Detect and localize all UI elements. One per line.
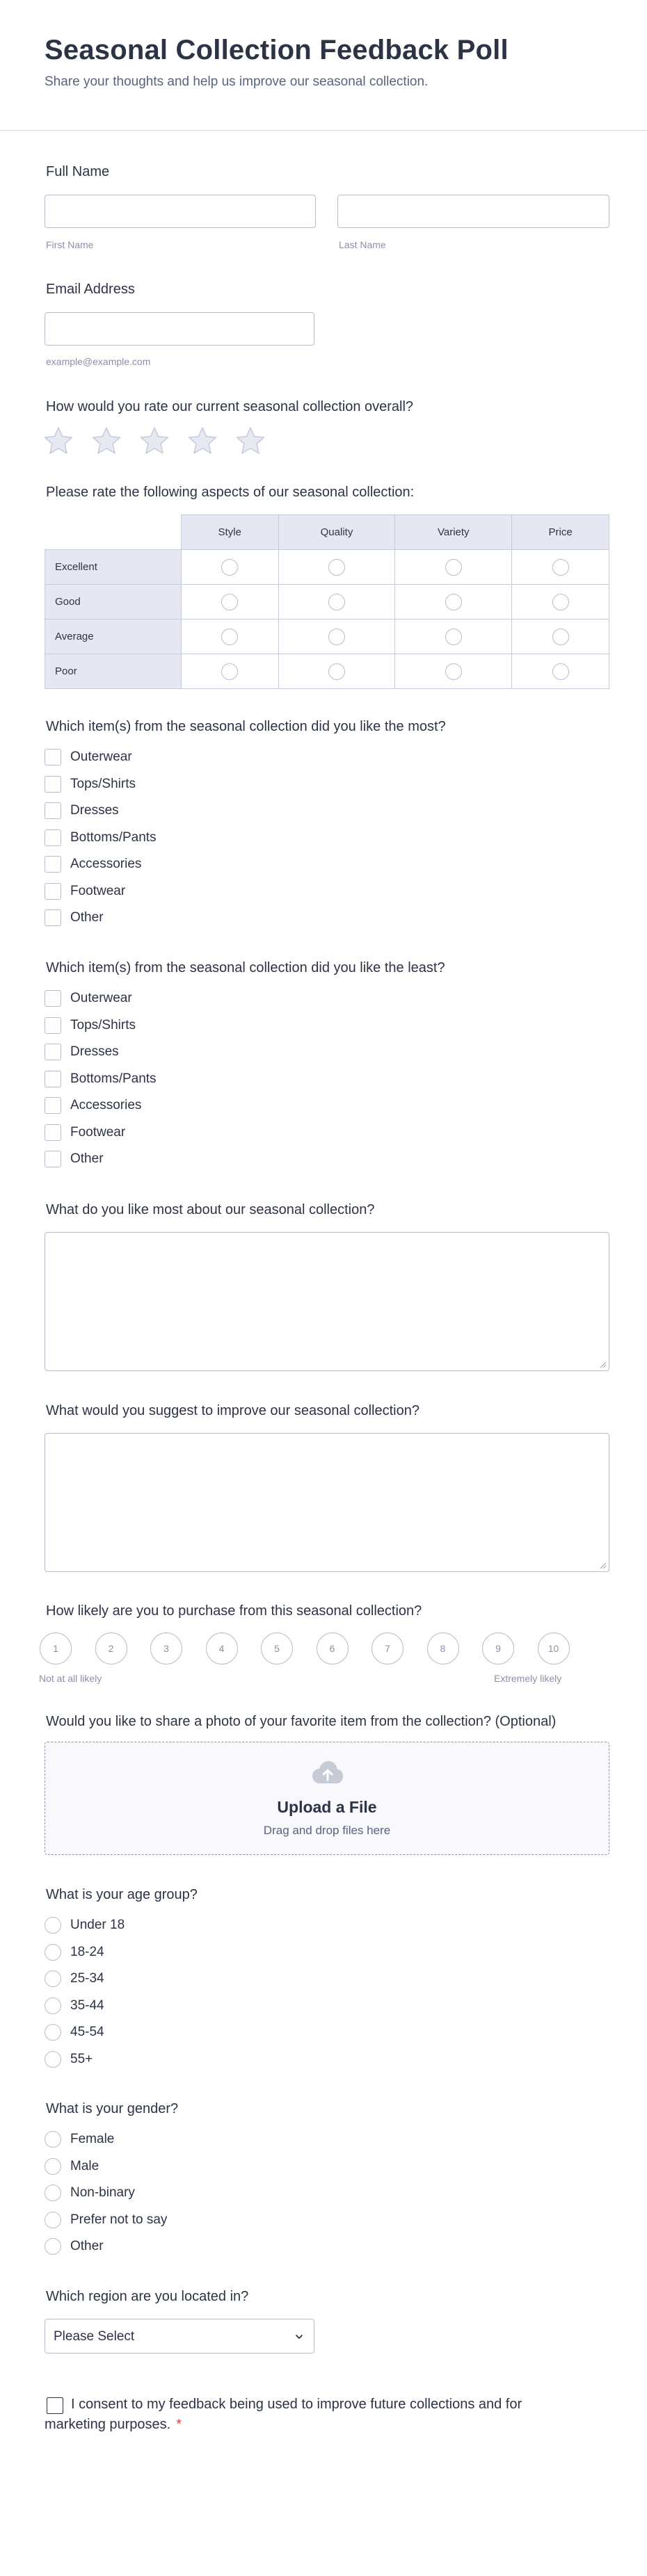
scale-low-label: Not at all likely [39, 1673, 102, 1684]
liked-least-option[interactable] [45, 989, 132, 1007]
form-subtitle: Share your thoughts and help us improve our seasonal collection. [45, 74, 429, 89]
matrix-column-header: Style [181, 515, 278, 550]
upload-label: Would you like to share a photo of your favorite item from the collection? (Optional) [46, 1714, 557, 1729]
matrix-cell [395, 585, 512, 619]
checkbox[interactable] [45, 776, 61, 793]
scale-option-button[interactable]: 8 [427, 1633, 459, 1664]
liked-least-option[interactable] [45, 1124, 125, 1142]
checkbox[interactable] [45, 829, 61, 846]
matrix-corner [45, 515, 182, 550]
age-option[interactable] [45, 1997, 104, 2015]
gender-label: What is your gender? [46, 2101, 179, 2116]
last-name-input[interactable] [337, 195, 609, 228]
checkbox[interactable] [45, 1044, 61, 1060]
upload-subtitle: Drag and drop files here [263, 1824, 391, 1837]
gender-option[interactable] [45, 2237, 104, 2255]
liked-least-option-label: Footwear [70, 1124, 126, 1140]
matrix-cell [395, 550, 512, 585]
radio-button[interactable] [45, 1970, 61, 1987]
checkbox[interactable] [45, 1151, 61, 1167]
liked-least-option-label: Bottoms/Pants [70, 1071, 157, 1086]
scale-option-button[interactable]: 2 [95, 1633, 127, 1664]
liked-most-option-label: Dresses [70, 803, 119, 818]
like-most-text-label: What do you like most about our seasonal collection? [46, 1202, 375, 1217]
radio-button[interactable] [45, 1917, 61, 1934]
overall-rating-label: How would you rate our current seasonal collection overall? [46, 399, 414, 414]
age-option[interactable] [45, 2050, 93, 2068]
matrix-radio[interactable] [221, 559, 238, 576]
matrix-cell [181, 654, 278, 689]
gender-option-label: Non-binary [70, 2185, 135, 2200]
matrix-column-header: Quality [278, 515, 395, 550]
email-label: Email Address [46, 282, 135, 297]
radio-button[interactable] [45, 2238, 61, 2255]
checkbox[interactable] [45, 749, 61, 765]
matrix-row [45, 585, 609, 619]
matrix-radio[interactable] [221, 663, 238, 680]
full-name-label: Full Name [46, 164, 110, 179]
liked-most-option[interactable] [45, 882, 125, 900]
checkbox[interactable] [45, 1097, 61, 1114]
liked-least-option[interactable] [45, 1043, 119, 1061]
radio-button[interactable] [45, 2185, 61, 2201]
liked-least-option-label: Other [70, 1151, 104, 1166]
matrix-column-header: Price [512, 515, 609, 550]
gender-option[interactable] [45, 2130, 114, 2148]
radio-button[interactable] [45, 1998, 61, 2014]
matrix-cell [395, 619, 512, 654]
age-option[interactable] [45, 2023, 104, 2041]
matrix-cell [278, 619, 395, 654]
matrix-cell [278, 550, 395, 585]
liked-least-option[interactable] [45, 1070, 157, 1088]
matrix-label: Please rate the following aspects of our seasonal collection: [46, 485, 415, 500]
matrix-radio[interactable] [445, 629, 462, 645]
form-header [0, 0, 647, 131]
matrix-cell [181, 619, 278, 654]
liked-least-option[interactable] [45, 1096, 141, 1115]
last-name-sublabel: Last Name [339, 239, 386, 250]
radio-button[interactable] [45, 2131, 61, 2148]
region-select[interactable] [45, 2319, 314, 2354]
matrix-row [45, 654, 609, 689]
gender-option[interactable] [45, 2157, 99, 2176]
rating-matrix [45, 515, 609, 689]
liked-most-option[interactable] [45, 909, 104, 927]
chevron-down-icon [294, 2332, 304, 2342]
matrix-cell [512, 654, 609, 689]
region-selected-value: Please Select [54, 2329, 135, 2344]
liked-most-option-label: Other [70, 910, 104, 925]
matrix-radio[interactable] [552, 629, 569, 645]
liked-most-option[interactable] [45, 802, 119, 820]
liked-least-option-label: Outerwear [70, 991, 132, 1005]
matrix-radio[interactable] [328, 663, 345, 680]
checkbox[interactable] [45, 856, 61, 873]
age-option-label: 18-24 [70, 1944, 104, 1959]
radio-button[interactable] [45, 2051, 61, 2068]
matrix-cell [278, 654, 395, 689]
gender-option[interactable] [45, 2211, 167, 2229]
matrix-row [45, 619, 609, 654]
scale-option-button[interactable]: 6 [317, 1633, 349, 1664]
scale-option-button[interactable]: 3 [150, 1633, 182, 1664]
age-option-label: 25-34 [70, 1971, 104, 1986]
liked-least-option-label: Tops/Shirts [70, 1017, 136, 1032]
suggest-textarea[interactable] [45, 1433, 609, 1572]
star-icon[interactable] [235, 426, 266, 456]
star-icon[interactable] [139, 426, 170, 456]
gender-option-label: Other [70, 2239, 104, 2253]
age-option-label: 55+ [70, 2051, 93, 2066]
liked-least-option[interactable] [45, 1016, 136, 1035]
scale-option-button[interactable]: 1 [40, 1633, 72, 1664]
scale-option-button[interactable]: 5 [261, 1633, 293, 1664]
consent-text: I consent to my feedback being used to improve future collections and for marketing purposes. [45, 2397, 522, 2432]
scale-option-button[interactable]: 9 [482, 1633, 514, 1664]
liked-most-option-label: Tops/Shirts [70, 776, 136, 791]
age-option[interactable] [45, 1970, 104, 1988]
scale-high-label: Extremely likely [494, 1673, 562, 1684]
gender-option-label: Female [70, 2132, 115, 2146]
matrix-radio[interactable] [221, 594, 238, 610]
matrix-row-label: Average [45, 619, 182, 654]
liked-most-option[interactable] [45, 775, 136, 793]
age-option[interactable] [45, 1943, 104, 1961]
matrix-cell [278, 585, 395, 619]
matrix-cell [512, 619, 609, 654]
liked-most-option[interactable] [45, 829, 157, 847]
star-icon[interactable] [91, 426, 122, 456]
region-label: Which region are you located in? [46, 2289, 249, 2304]
file-upload-dropzone[interactable] [45, 1742, 609, 1855]
resize-handle-icon[interactable] [600, 1361, 607, 1368]
suggest-text-label: What would you suggest to improve our seasonal collection? [46, 1403, 420, 1418]
matrix-row-label: Poor [45, 654, 182, 689]
matrix-radio[interactable] [552, 559, 569, 576]
form-title: Seasonal Collection Feedback Poll [45, 35, 509, 65]
radio-button[interactable] [45, 2024, 61, 2041]
gender-option-label: Male [70, 2158, 99, 2173]
matrix-cell [512, 585, 609, 619]
checkbox[interactable] [45, 883, 61, 900]
checkbox[interactable] [45, 802, 61, 819]
scale-option-button[interactable]: 10 [538, 1633, 570, 1664]
age-option-label: Under 18 [70, 1918, 125, 1932]
liked-least-option[interactable] [45, 1150, 104, 1168]
required-asterisk: * [176, 2417, 182, 2432]
matrix-radio[interactable] [445, 559, 462, 576]
liked-most-option[interactable] [45, 748, 132, 766]
matrix-row-label: Good [45, 585, 182, 619]
age-option-label: 35-44 [70, 1998, 104, 2013]
liked-least-option-label: Accessories [70, 1098, 142, 1112]
age-option-label: 45-54 [70, 2025, 104, 2039]
liked-most-option[interactable] [45, 855, 141, 873]
consent-checkbox[interactable] [47, 2397, 63, 2414]
age-label: What is your age group? [46, 1887, 198, 1902]
matrix-row [45, 550, 609, 585]
liked-most-option-label: Outerwear [70, 750, 132, 764]
matrix-cell [395, 654, 512, 689]
resize-handle-icon[interactable] [600, 1562, 607, 1569]
scale-option-button[interactable]: 7 [372, 1633, 404, 1664]
upload-title: Upload a File [277, 1798, 377, 1816]
matrix-radio[interactable] [328, 629, 345, 645]
gender-option-label: Prefer not to say [70, 2212, 168, 2227]
scale-option-button[interactable]: 4 [206, 1633, 238, 1664]
purchase-likelihood-label: How likely are you to purchase from this seasonal collection? [46, 1603, 422, 1619]
star-icon[interactable] [187, 426, 218, 456]
matrix-radio[interactable] [328, 559, 345, 576]
liked-least-option-label: Dresses [70, 1044, 119, 1059]
liked-most-label: Which item(s) from the seasonal collection did you like the most? [46, 719, 446, 734]
like-most-textarea[interactable] [45, 1232, 609, 1371]
checkbox[interactable] [45, 909, 61, 926]
matrix-radio[interactable] [445, 663, 462, 680]
first-name-input[interactable] [45, 195, 316, 228]
age-option[interactable] [45, 1916, 125, 1934]
checkbox[interactable] [45, 1017, 61, 1034]
matrix-cell [181, 550, 278, 585]
checkbox[interactable] [45, 990, 61, 1007]
gender-option[interactable] [45, 2184, 135, 2202]
matrix-column-header: Variety [395, 515, 512, 550]
liked-most-option-label: Accessories [70, 857, 142, 871]
cloud-upload-icon [312, 1760, 344, 1786]
liked-least-label: Which item(s) from the seasonal collection did you like the least? [46, 960, 445, 975]
radio-button[interactable] [45, 2212, 61, 2228]
matrix-row-label: Excellent [45, 550, 182, 585]
email-input[interactable] [45, 312, 314, 346]
checkbox[interactable] [45, 1071, 61, 1087]
checkbox[interactable] [45, 1124, 61, 1141]
matrix-radio[interactable] [445, 594, 462, 610]
liked-most-option-label: Footwear [70, 883, 126, 898]
matrix-cell [181, 585, 278, 619]
star-icon[interactable] [43, 426, 74, 456]
matrix-radio[interactable] [552, 663, 569, 680]
matrix-radio[interactable] [552, 594, 569, 610]
matrix-radio[interactable] [328, 594, 345, 610]
matrix-cell [512, 550, 609, 585]
radio-button[interactable] [45, 1944, 61, 1961]
matrix-radio[interactable] [221, 629, 238, 645]
first-name-sublabel: First Name [46, 239, 94, 250]
radio-button[interactable] [45, 2158, 61, 2175]
email-sublabel: example@example.com [46, 356, 151, 367]
liked-most-option-label: Bottoms/Pants [70, 829, 157, 845]
consent-field [45, 2395, 545, 2435]
